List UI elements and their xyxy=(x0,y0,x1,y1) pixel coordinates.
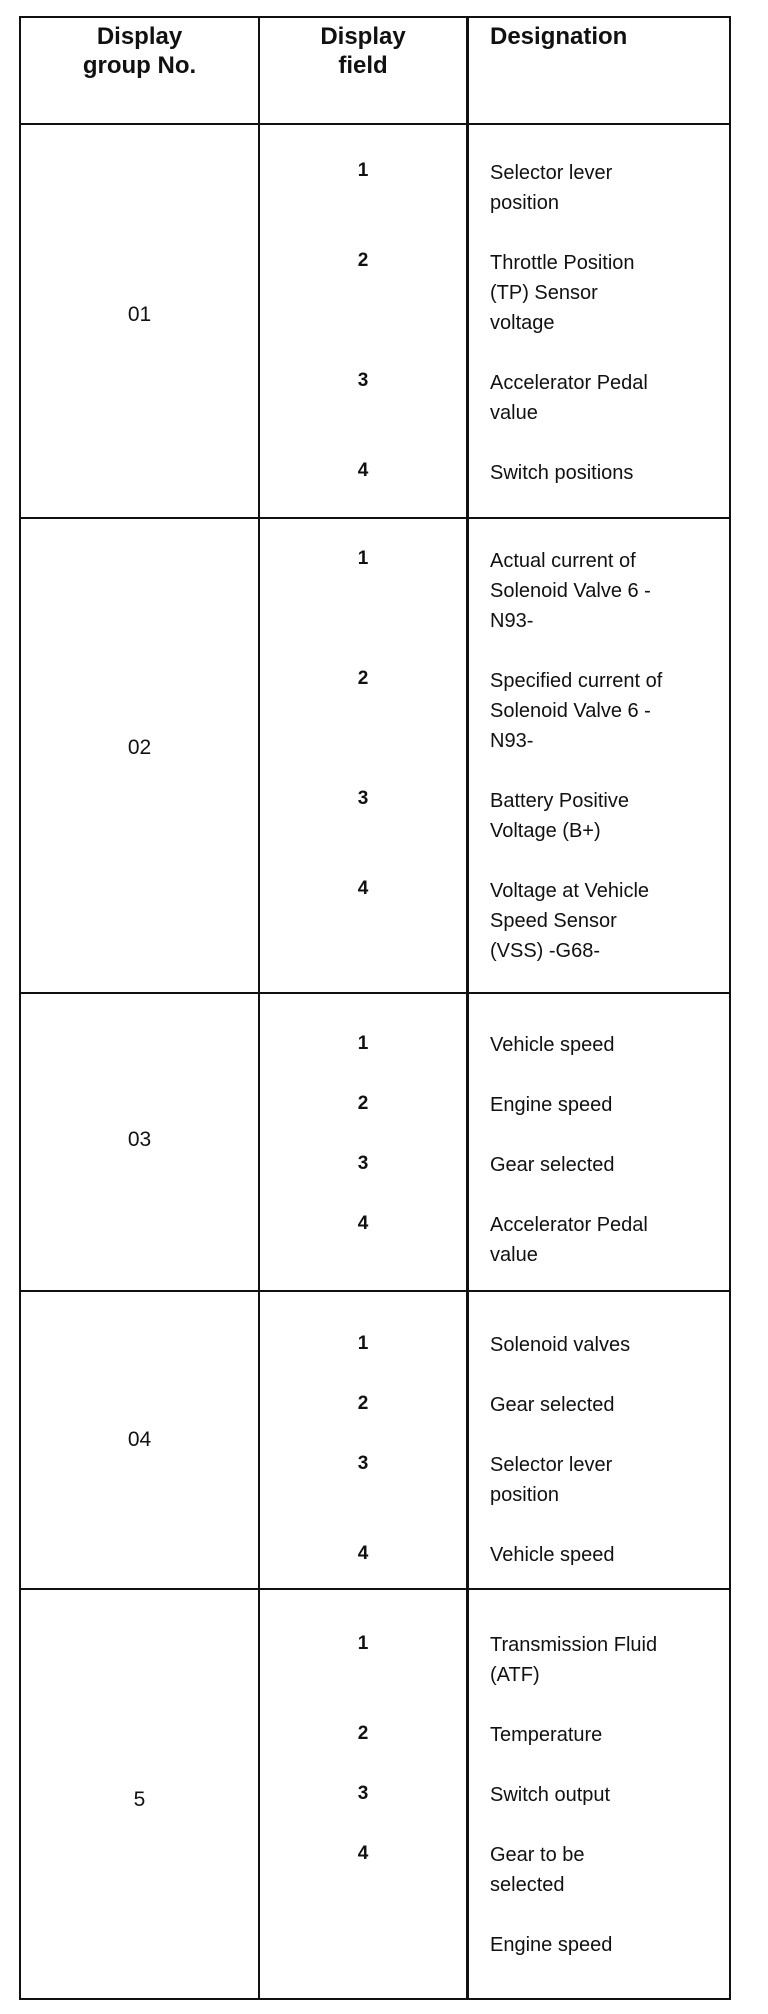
field-number: 4 xyxy=(357,1843,369,1864)
field-number: 1 xyxy=(357,160,369,181)
header-display-group-no: Display group No. xyxy=(82,23,197,79)
designation-text: Actual current of Solenoid Valve 6 - N93- xyxy=(490,550,651,632)
designation-text: Throttle Position (TP) Sensor voltage xyxy=(490,252,635,334)
row-divider xyxy=(21,123,729,125)
field-number: 3 xyxy=(357,1153,369,1174)
field-number: 1 xyxy=(357,1633,369,1654)
designation-text: Selector lever position xyxy=(490,162,613,214)
field-number: 1 xyxy=(357,1033,369,1054)
header-display-field: Display field xyxy=(320,23,406,79)
designation-text: Switch positions xyxy=(490,462,634,484)
designation-text: Selector lever position xyxy=(490,1454,613,1506)
designation-text: Accelerator Pedal value xyxy=(490,1214,648,1266)
designation-text: Gear selected xyxy=(490,1394,615,1416)
column-divider-1 xyxy=(258,18,260,1998)
designation-text: Battery Positive Voltage (B+) xyxy=(490,790,629,842)
field-number: 2 xyxy=(357,668,369,689)
designation-text: Solenoid valves xyxy=(490,1334,631,1356)
field-number: 2 xyxy=(357,1393,369,1414)
designation-text: Temperature xyxy=(490,1724,603,1746)
field-number: 4 xyxy=(357,878,369,899)
group-number-5: 5 xyxy=(133,1788,146,1811)
field-number: 3 xyxy=(357,1783,369,1804)
group-number-01: 01 xyxy=(127,303,152,326)
designation-text: Engine speed xyxy=(490,1094,613,1116)
designation-table xyxy=(19,16,731,2000)
group-number-04: 04 xyxy=(127,1428,152,1451)
designation-text: Gear selected xyxy=(490,1154,615,1176)
group-number-03: 03 xyxy=(127,1128,152,1151)
field-number: 3 xyxy=(357,370,369,391)
designation-text: Engine speed xyxy=(490,1934,613,1956)
column-divider-2 xyxy=(466,18,469,1998)
field-number: 4 xyxy=(357,1543,369,1564)
field-number: 4 xyxy=(357,460,369,481)
field-number: 3 xyxy=(357,1453,369,1474)
designation-text: Vehicle speed xyxy=(490,1544,615,1566)
designation-text: Switch output xyxy=(490,1784,611,1806)
designation-text: Transmission Fluid (ATF) xyxy=(490,1634,658,1686)
group-number-02: 02 xyxy=(127,736,152,759)
field-number: 2 xyxy=(357,250,369,271)
designation-text: Gear to be selected xyxy=(490,1844,585,1896)
header-designation: Designation xyxy=(490,23,628,50)
field-number: 4 xyxy=(357,1213,369,1234)
field-number: 1 xyxy=(357,548,369,569)
field-number: 3 xyxy=(357,788,369,809)
designation-text: Accelerator Pedal value xyxy=(490,372,648,424)
field-number: 1 xyxy=(357,1333,369,1354)
designation-text: Vehicle speed xyxy=(490,1034,615,1056)
designation-text: Voltage at Vehicle Speed Sensor (VSS) -G68- xyxy=(490,880,650,962)
field-number: 2 xyxy=(357,1723,369,1744)
row-divider xyxy=(21,1588,729,1590)
field-number: 2 xyxy=(357,1093,369,1114)
row-divider xyxy=(21,1290,729,1292)
row-divider xyxy=(21,992,729,994)
row-divider xyxy=(21,517,729,519)
designation-text: Specified current of Solenoid Valve 6 - N93- xyxy=(490,670,663,752)
